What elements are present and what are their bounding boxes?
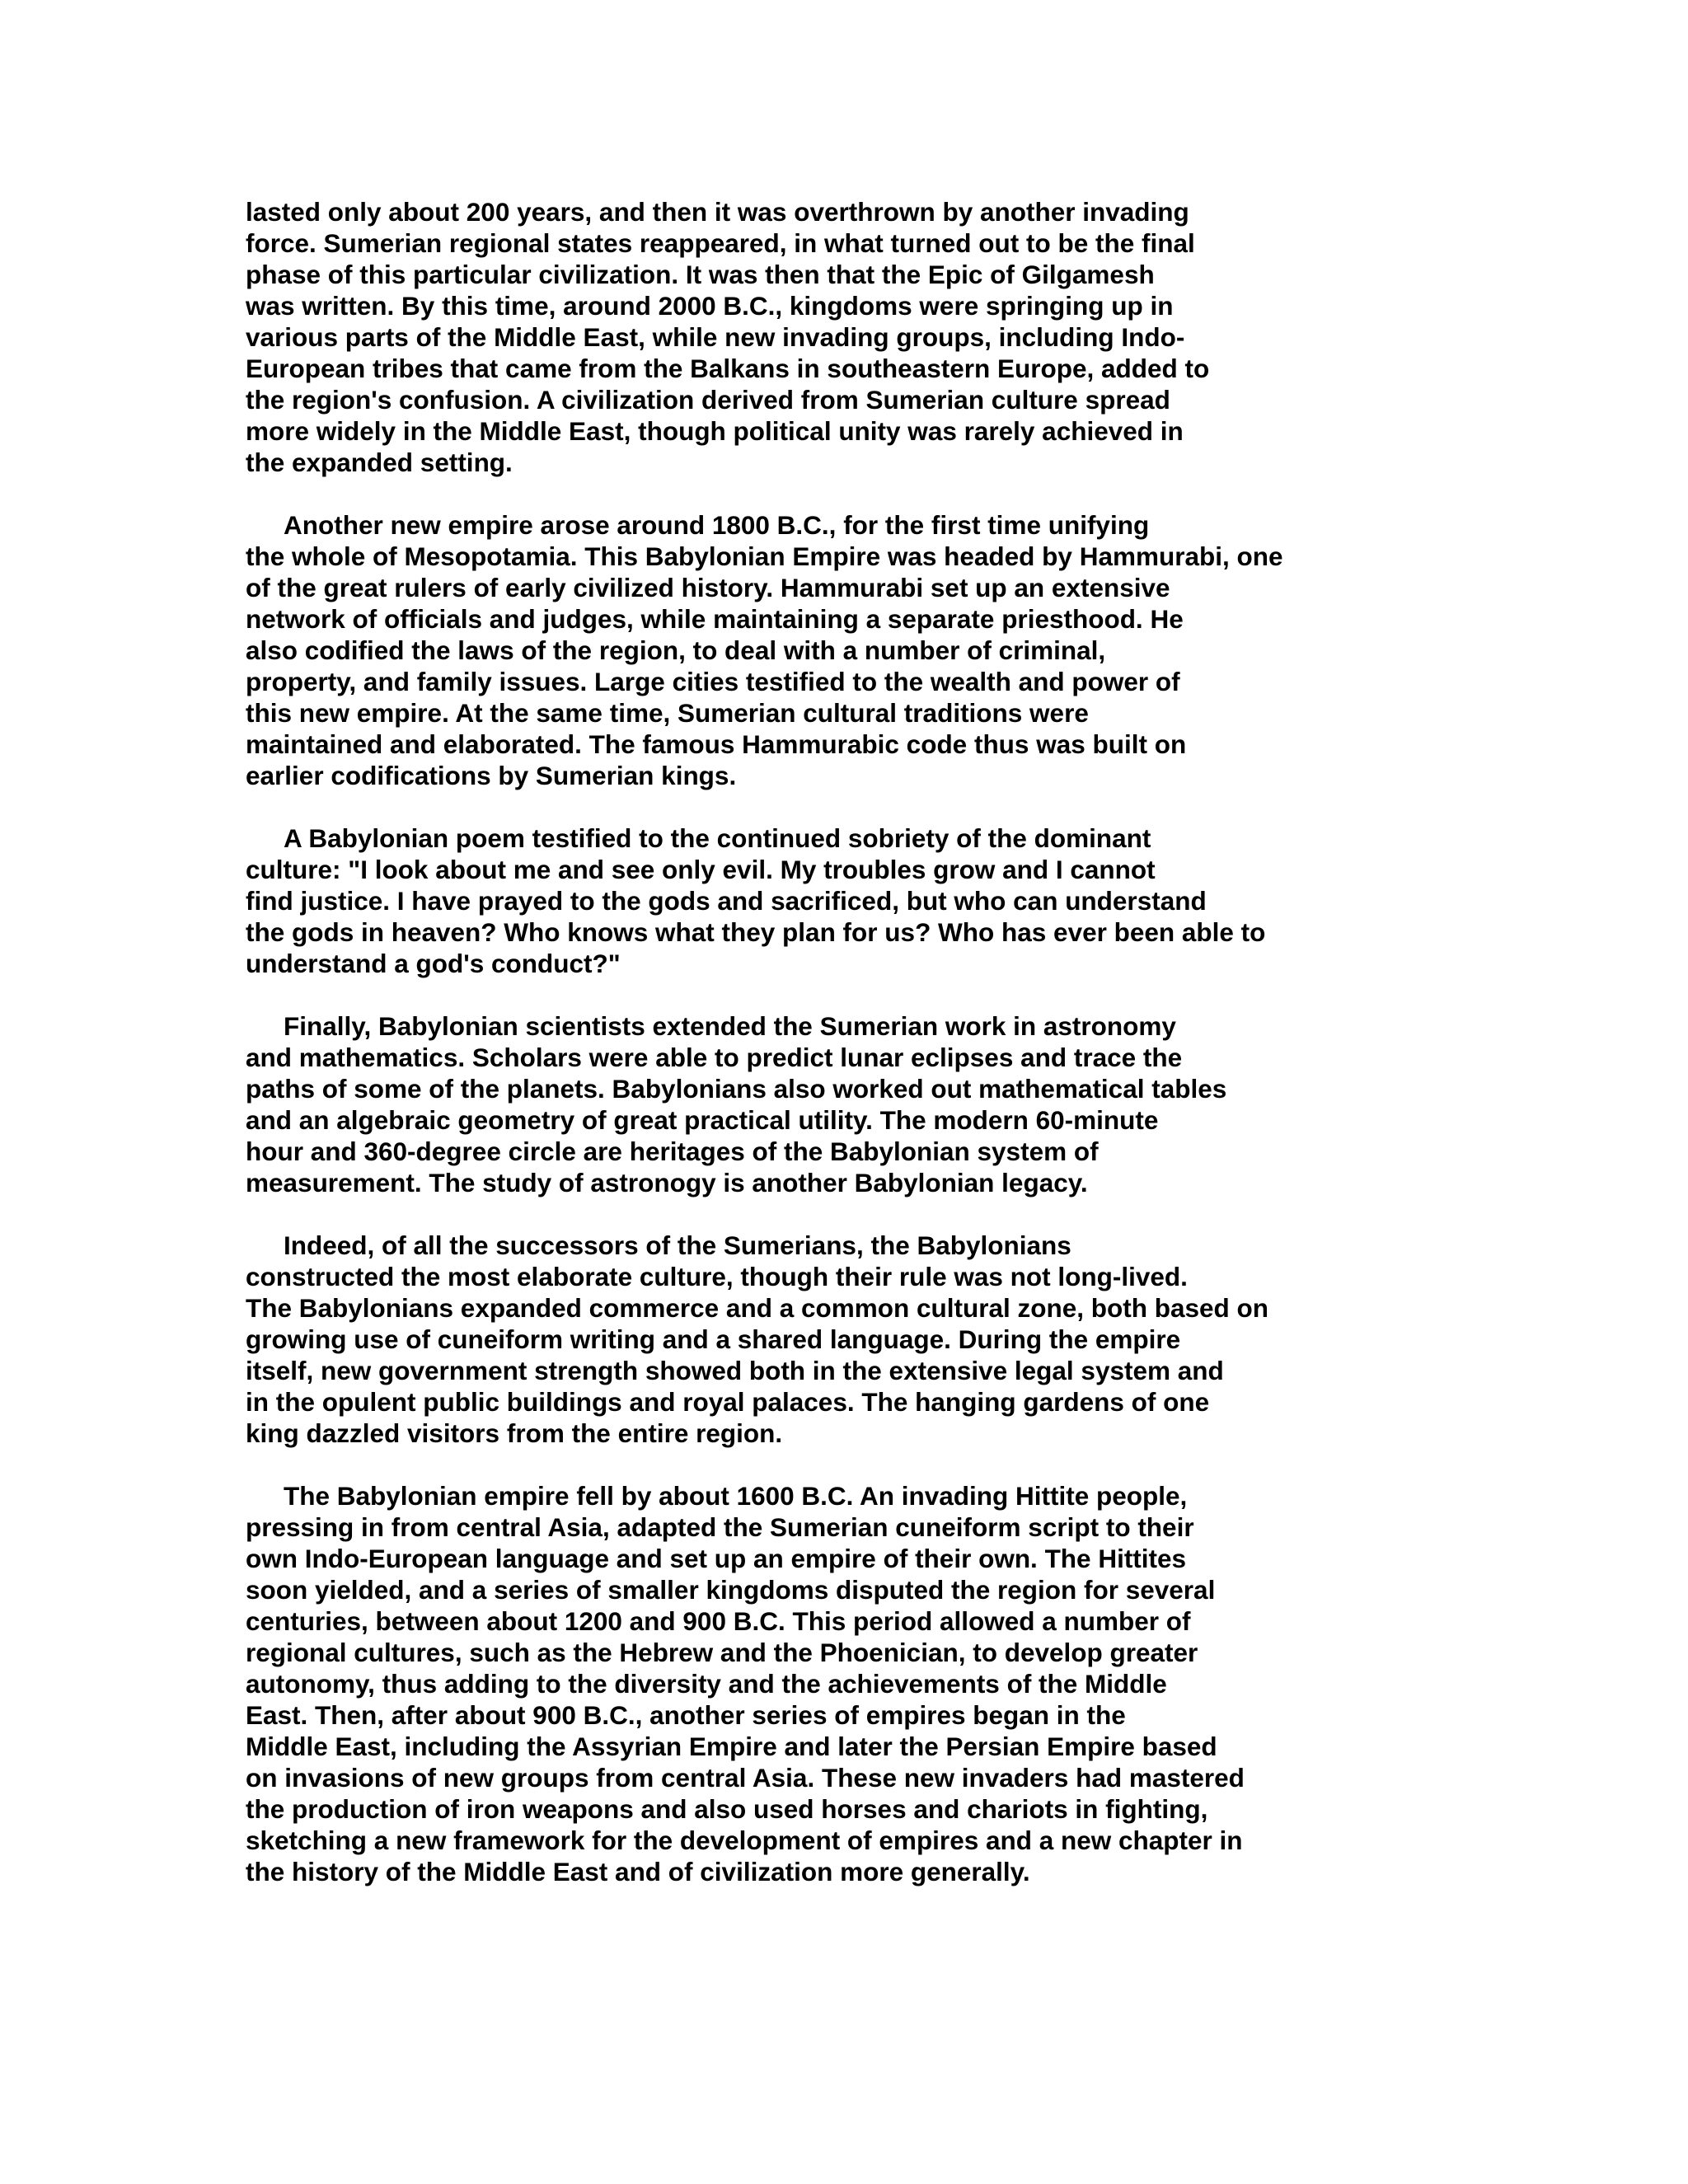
text-line: own Indo-European language and set up an empire of their own. The Hittites (246, 1544, 1187, 1573)
text-line: regional cultures, such as the Hebrew and the Phoenician, to develop greater (246, 1638, 1198, 1667)
text-line: was written. By this time, around 2000 B.C., kingdoms were springing up in (246, 291, 1174, 321)
text-line: the production of iron weapons and also used horses and chariots in fighting, (246, 1794, 1208, 1824)
paragraph-6 (246, 1480, 1597, 1887)
text-line: the history of the Middle East and of civilization more generally. (246, 1857, 1030, 1886)
text-line: measurement. The study of astronogy is another Babylonian legacy. (246, 1168, 1088, 1197)
text-line: Middle East, including the Assyrian Empire and later the Persian Empire based (246, 1732, 1217, 1761)
text-line: the region's confusion. A civilization derived from Sumerian culture spread (246, 385, 1170, 415)
text-line: on invasions of new groups from central Asia. These new invaders had mastered (246, 1763, 1245, 1793)
text-line: sketching a new framework for the development of empires and a new chapter in (246, 1825, 1243, 1855)
text-line: The Babylonians expanded commerce and a common cultural zone, both based on (246, 1293, 1268, 1323)
text-line: pressing in from central Asia, adapted the Sumerian cuneiform script to their (246, 1512, 1194, 1542)
document-body (246, 196, 1597, 1919)
paragraph-5 (246, 1230, 1597, 1449)
text-line: maintained and elaborated. The famous Hammurabic code thus was built on (246, 729, 1187, 759)
text-line: European tribes that came from the Balkans in southeastern Europe, added to (246, 354, 1210, 383)
text-line: in the opulent public buildings and royal palaces. The hanging gardens of one (246, 1387, 1210, 1417)
text-line: this new empire. At the same time, Sumerian cultural traditions were (246, 698, 1089, 728)
text-line: and mathematics. Scholars were able to predict lunar eclipses and trace the (246, 1043, 1183, 1072)
text-line: the whole of Mesopotamia. This Babylonian Empire was headed by Hammurabi, one (246, 541, 1283, 571)
text-line: The Babylonian empire fell by about 1600 B.C. An invading Hittite people, (284, 1481, 1188, 1511)
text-line: earlier codifications by Sumerian kings. (246, 761, 737, 790)
text-line: more widely in the Middle East, though political unity was rarely achieved in (246, 416, 1184, 446)
text-line: hour and 360-degree circle are heritages of the Babylonian system of (246, 1137, 1099, 1166)
text-line: Indeed, of all the successors of the Sumerians, the Babylonians (284, 1230, 1071, 1260)
text-line: king dazzled visitors from the entire region. (246, 1418, 783, 1448)
paragraph-4 (246, 1010, 1597, 1198)
text-line: the gods in heaven? Who knows what they plan for us? Who has ever been able to (246, 917, 1266, 947)
text-line: lasted only about 200 years, and then it was overthrown by another invading (246, 197, 1189, 227)
text-line: paths of some of the planets. Babylonians also worked out mathematical tables (246, 1074, 1227, 1104)
text-line: constructed the most elaborate culture, though their rule was not long-lived. (246, 1262, 1188, 1291)
text-line: Another new empire arose around 1800 B.C., for the first time unifying (284, 510, 1150, 540)
paragraph-3 (246, 823, 1597, 979)
text-line: itself, new government strength showed both in the extensive legal system and (246, 1356, 1224, 1385)
text-line: East. Then, after about 900 B.C., another series of empires began in the (246, 1700, 1126, 1730)
text-line: the expanded setting. (246, 448, 513, 477)
text-line: property, and family issues. Large cities testified to the wealth and power of (246, 667, 1180, 696)
text-line: understand a god's conduct?" (246, 949, 621, 978)
text-line: Finally, Babylonian scientists extended the Sumerian work in astronomy (284, 1011, 1176, 1041)
text-line: find justice. I have prayed to the gods and sacrificed, but who can understand (246, 886, 1207, 916)
text-line: force. Sumerian regional states reappeared, in what turned out to be the final (246, 228, 1195, 258)
paragraph-2 (246, 509, 1597, 791)
text-line: and an algebraic geometry of great practical utility. The modern 60-minute (246, 1105, 1159, 1135)
text-line: of the great rulers of early civilized history. Hammurabi set up an extensive (246, 573, 1170, 602)
text-line: soon yielded, and a series of smaller kingdoms disputed the region for several (246, 1575, 1216, 1605)
text-line: A Babylonian poem testified to the continued sobriety of the dominant (284, 823, 1151, 853)
text-line: growing use of cuneiform writing and a shared language. During the empire (246, 1324, 1181, 1354)
text-line: also codified the laws of the region, to deal with a number of criminal, (246, 635, 1106, 665)
paragraph-1 (246, 196, 1597, 478)
text-line: network of officials and judges, while maintaining a separate priesthood. He (246, 604, 1184, 634)
text-line: phase of this particular civilization. It was then that the Epic of Gilgamesh (246, 260, 1155, 289)
text-line: culture: "I look about me and see only evil. My troubles grow and I cannot (246, 855, 1156, 884)
text-line: centuries, between about 1200 and 900 B.C. This period allowed a number of (246, 1606, 1191, 1636)
text-line: autonomy, thus adding to the diversity and the achievements of the Middle (246, 1669, 1167, 1699)
text-line: various parts of the Middle East, while new invading groups, including Indo- (246, 322, 1185, 352)
